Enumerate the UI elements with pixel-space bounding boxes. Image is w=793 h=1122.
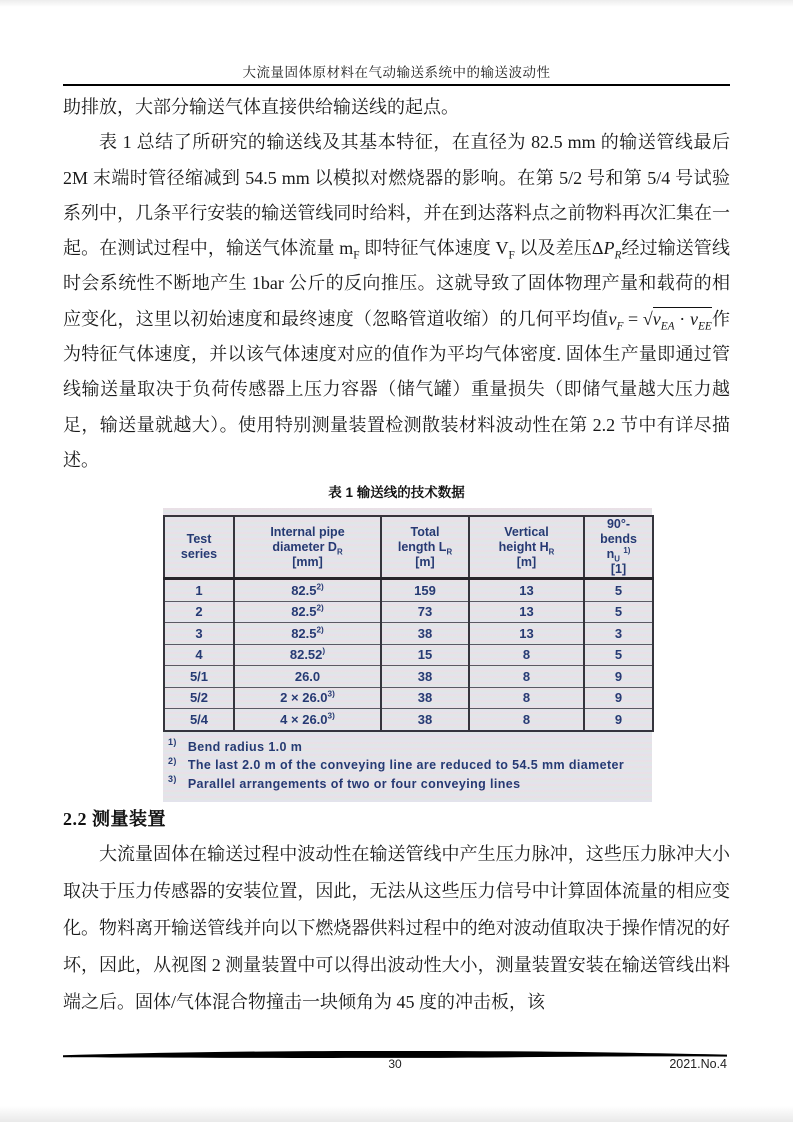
table-body xyxy=(164,579,653,731)
table-cell: 5/4 xyxy=(164,709,234,731)
table-cell: 8 xyxy=(469,666,584,688)
running-header-title: 大流量固体原材料在气动输送系统中的输送波动性 xyxy=(242,65,551,80)
footnote-marker: 1) xyxy=(168,737,177,748)
table-cell: 3 xyxy=(584,623,653,645)
table-cell: 9 xyxy=(584,687,653,709)
table-cell: 8 xyxy=(469,709,584,731)
page-top-edge xyxy=(0,0,793,7)
table-header-row xyxy=(164,516,653,579)
table-cell: 82.52) xyxy=(234,644,381,666)
header-rule xyxy=(63,84,730,86)
table-row xyxy=(164,579,653,602)
table-cell: $4 \times 26.0^{3)}$ xyxy=(234,709,381,731)
paragraph-table-description: 表 1 总结了所研究的输送线及其基本特征，在直径为 82.5 mm 的输送管线最后 2M 末端时管径缩减到 54.5 mm 以模拟对燃烧器的影响。在第 5/2 号和第 5/4 号试验系列中，几条平行安装的输送管线同时给料，并在到达落料点之前物料再次汇集在一起。在测试过程中，输送气体流量 $m_F$ 即特征气体速度 $V_F$ 以及差压$\Delta P_R$经过输送管线时会系统性不断地产生 1bar 公斤的反向推压。这就导致了固体物理产量和载荷的相应变化，这里以初始速度和最终速度（忽略管道收缩）的几何平均值$v_F = √v_{EA} \cdot v_{EE}$作为特征气体速度，并以该气体速度对应的值作为平均气体密度. 固体生产量即通过管线输送量取决于负荷传感器上压力容器（储气罐）重量损失（即储气量越大压力越足，输送量就越大）。使用特别测量装置检测散装材料波动性在第 2.2 节中有详尽描述。 xyxy=(63,132,731,470)
footer-issue-label: 2021.No.4 xyxy=(669,1057,727,1071)
footnote-text: Parallel arrangements of two or four conveying lines xyxy=(187,776,521,791)
body-text-block-2 xyxy=(63,836,730,1021)
table-cell: 5/1 xyxy=(164,666,234,688)
table-cell: 5 xyxy=(584,644,653,666)
table-cell: 9 xyxy=(584,666,653,688)
footer-rule xyxy=(63,1046,727,1055)
table-cell: 13 xyxy=(469,623,584,645)
page-bottom-edge xyxy=(0,1106,793,1122)
table-cell: 1 xyxy=(164,579,234,602)
paragraph-measuring-device: 大流量固体在输送过程中波动性在输送管线中产生压力脉冲，这些压力脉冲大小取决于压力传感器的安装位置，因此，无法从这些压力信号中计算固体流量的相应变化。物料离开输送管线并向以下燃烧器供料过程中的绝对波动值取决于操作情况的好坏，因此，从视图 2 测量装置中可以得出波动性大小，测量装置安装在输送管线出料端之后。固体/气体混合物撞击一块倾角为 45 度的冲击板，该 xyxy=(63,844,730,1012)
table-cell: 13 xyxy=(469,601,584,623)
table-cell: 5 xyxy=(584,601,653,623)
table-row xyxy=(164,687,653,709)
table-header-cell: Internal pipe diameter $D_R$ [mm] xyxy=(234,516,381,579)
table-cell: 82.5$^{2)}$ xyxy=(234,623,381,645)
paragraph-continuation: 助排放，大部分输送气体直接供给输送线的起点。 xyxy=(63,97,459,117)
table-footnote xyxy=(168,756,652,775)
table-cell: 82.5$^{2)}$ xyxy=(234,579,381,602)
table-cell: 38 xyxy=(381,623,469,645)
table-header-cell: 90°- bends $n_U$ $^{1)}$ [1] xyxy=(584,516,653,579)
table-cell: 2 xyxy=(164,601,234,623)
footnote-text: Bend radius 1.0 m xyxy=(187,739,303,754)
table-cell: $2 \times 26.0^{3)}$ xyxy=(234,687,381,709)
table-cell: 4 xyxy=(164,644,234,666)
table-cell: 5/2 xyxy=(164,687,234,709)
table-cell: 15 xyxy=(381,644,469,666)
body-text-block-1 xyxy=(63,90,730,478)
table-cell: 73 xyxy=(381,601,469,623)
table-footnotes xyxy=(168,738,652,794)
footnote-marker: 2) xyxy=(168,755,177,766)
table-row xyxy=(164,623,653,645)
table-caption: 表 1 输送线的技术数据 xyxy=(328,485,465,500)
section-heading-2-2: 2.2 测量装置 xyxy=(63,809,166,829)
table-row xyxy=(164,644,653,666)
table-header-cell: Vertical height $H_R$ [m] xyxy=(469,516,584,579)
table-cell: 26.0 xyxy=(234,666,381,688)
table-cell: 38 xyxy=(381,709,469,731)
table-cell: 9 xyxy=(584,709,653,731)
table-cell: 13 xyxy=(469,579,584,602)
table-row xyxy=(164,666,653,688)
footer-page-number: 30 xyxy=(388,1057,402,1071)
scanned-table-image xyxy=(163,508,652,802)
table-row xyxy=(164,601,653,623)
footnote-marker: 3) xyxy=(168,774,177,785)
table-cell: 5 xyxy=(584,579,653,602)
table-footnote xyxy=(168,738,652,757)
table-header-cell: Test series xyxy=(164,516,234,579)
table-cell: 8 xyxy=(469,644,584,666)
table-cell: 38 xyxy=(381,687,469,709)
table-cell: 8 xyxy=(469,687,584,709)
table-footnote xyxy=(168,775,652,794)
table-header-cell: Total length $L_R$ [m] xyxy=(381,516,469,579)
table-head xyxy=(164,516,653,579)
table-row xyxy=(164,709,653,731)
table-cell: 82.5$^{2)}$ xyxy=(234,601,381,623)
table-cell: 38 xyxy=(381,666,469,688)
footnote-text: The last 2.0 m of the conveying line are reduced to 54.5 mm diameter xyxy=(187,758,625,772)
table-cell: 159 xyxy=(381,579,469,602)
conveying-lines-table xyxy=(163,515,654,732)
table-cell: 3 xyxy=(164,623,234,645)
